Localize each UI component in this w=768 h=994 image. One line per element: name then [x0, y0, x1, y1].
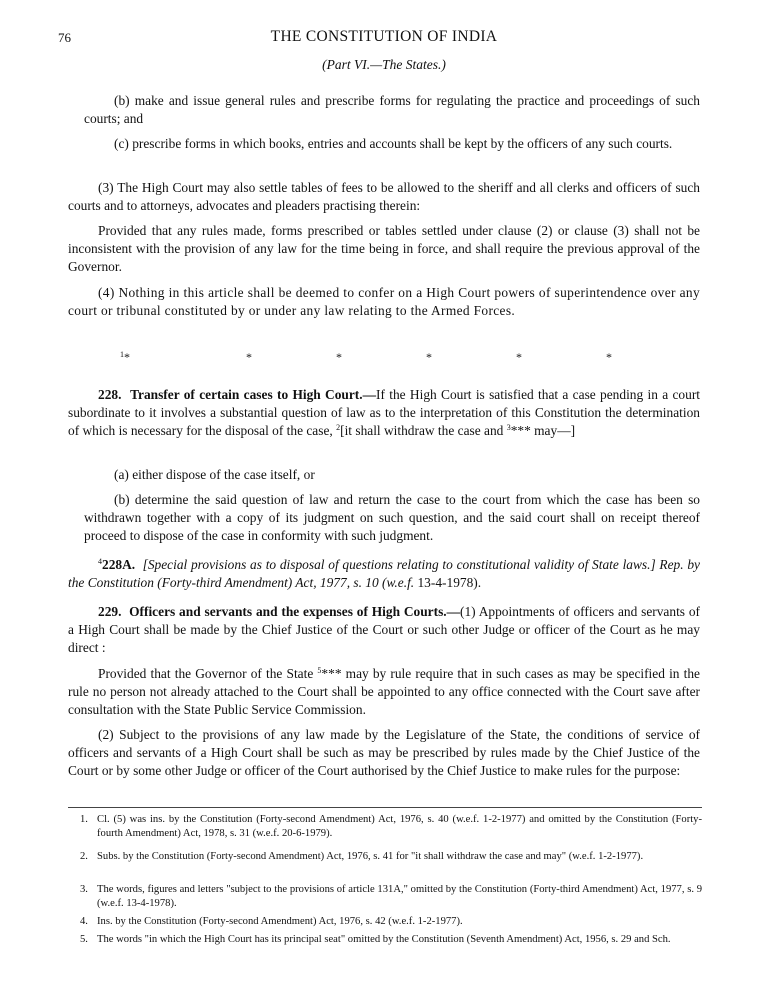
- article-229: [68, 603, 700, 657]
- footnote-divider: [68, 807, 702, 808]
- article-228-heading: Transfer of certain cases to High Court.—: [130, 387, 377, 402]
- article-228-text: If the High Court is satisfied that a case pending in a court subordinate to it involves a substantial question of law as to the interpretation of this Constitution the determination of which is necessary for the disposal of the case,: [68, 387, 700, 438]
- article-228A-number: 228A.: [102, 557, 136, 572]
- page-subtitle: (Part VI.—The States.): [322, 57, 446, 72]
- article-228-a: (a) either dispose of the case itself, or: [114, 467, 315, 482]
- article-229-text: (1) Appointments of officers and servants of a High Court shall be made by the Chief Justice of the Court or such other Judge or officer of the Court as he may direct :: [68, 604, 700, 655]
- article-228A-text: [Special provisions as to disposal of questions relating to constitutional validity of State laws.] Rep. by the Constitution (Forty-third Amendment) Act, 1977, s. 10 (w.e.f.: [68, 557, 700, 590]
- footnote-3: 3. The words, figures and letters "subject to the provisions of article 131A," omitted by the Constitution (Forty-third Amendment) Act, 1977, s. 9 (w.e.f. 13-4-1978).: [80, 884, 702, 909]
- omission-stars: [120, 350, 620, 366]
- footnote-5: 5. The words "in which the High Court has its principal seat" omitted by the Constitution (Seventh Amendment) Act, 1956, s. 29 and Sch.: [80, 934, 671, 945]
- article-229-proviso: Provided that the Governor of the State $^5$*** may by rule require that in such cases as may be specified in the rule no person not already attached to the Court shall be appointed to any office connected with the Court save after consultation with the State Public Service Commission.: [68, 666, 700, 717]
- footnote-ref-1: 1: [120, 350, 124, 359]
- article-228A: $^4$228A. [Special provisions as to disposal of questions relating to constitutional validity of State laws.] Rep. by the Constitution (Forty-third Amendment) Act, 1977, s. 10 (w.e.f. 13-4-1978).: [68, 557, 700, 590]
- omission-star: *: [336, 350, 342, 364]
- article-229-number: 229.: [98, 604, 122, 619]
- omission-star: *: [516, 350, 522, 364]
- clause-4: (4) Nothing in this article shall be deemed to confer on a High Court powers of superintendence over any court or tribunal constituted by or under any law relating to the Armed Forces.: [68, 285, 700, 318]
- article-229-2: (2) Subject to the provisions of any law made by the Legislature of the State, the conditions of service of officers and servants of a High Court shall be such as may be prescribed by rules made by the Chief Justice of the Court or by some other Judge or officer of the Court authorised by the Chief Justice to make rules for the purpose:: [68, 727, 700, 778]
- footnote-ref-2: 2: [336, 423, 341, 432]
- footnote-1: 1. Cl. (5) was ins. by the Constitution (Forty-second Amendment) Act, 1976, s. 40 (w.e.f. 1-2-1977) and omitted by the Constitution (Forty-fourth Amendment) Act, 1978, s. 31 (w.e.f. 20-6-1979).: [80, 814, 702, 839]
- article-229-heading: Officers and servants and the expenses of High Courts.—: [129, 604, 461, 619]
- footnote-2: 2. Subs. by the Constitution (Forty-second Amendment) Act, 1976, s. 41 for "it shall withdraw the case and may" (w.e.f. 1-2-1977).: [80, 851, 644, 862]
- page-title: THE CONSTITUTION OF INDIA: [270, 28, 498, 45]
- clause-2b: (b) make and issue general rules and prescribe forms for regulating the practice and proceedings of such courts; and: [84, 93, 700, 126]
- article-228-number: 228.: [98, 387, 122, 402]
- proviso-rules: Provided that any rules made, forms prescribed or tables settled under clause (2) or clause (3) shall not be inconsistent with the provision of any law for the time being in force, and shall require the previous approval of the Governor.: [68, 223, 700, 274]
- omission-star: *: [426, 350, 432, 364]
- clause-3: (3) The High Court may also settle tables of fees to be allowed to the sheriff and all clerks and officers of such courts and to attorneys, advocates and pleaders practising therein:: [68, 180, 700, 213]
- footnote-ref-3: 3: [506, 423, 511, 432]
- footnote-ref-5: 5: [317, 666, 322, 675]
- omission-star: *: [246, 350, 252, 364]
- clause-2c: (c) prescribe forms in which books, entries and accounts shall be kept by the officers of any such courts.: [114, 136, 673, 151]
- article-228: 228. Transfer of certain cases to High Court.—If the High Court is satisfied that a case pending in a court subordinate to it involves a substantial question of law as to the interpretation of this Constitution the determination of which is necessary for the disposal of the case, $^2$[it shall withdraw the case and $^3$*** may—]: [68, 387, 700, 438]
- omission-star: *: [606, 350, 612, 364]
- page-number: 76: [58, 30, 71, 45]
- omission-star: $^1$*: [120, 350, 130, 364]
- footnote-4: 4. Ins. by the Constitution (Forty-second Amendment) Act, 1976, s. 42 (w.e.f. 1-2-1977).: [80, 916, 463, 927]
- footnote-ref-4: 4: [98, 557, 102, 566]
- article-228-b: (b) determine the said question of law and return the case to the court from which the case has been so withdrawn together with a copy of its judgment on such question, and the said court shall on receipt thereof proceed to dispose of the case in conformity with such judgment.: [84, 492, 700, 543]
